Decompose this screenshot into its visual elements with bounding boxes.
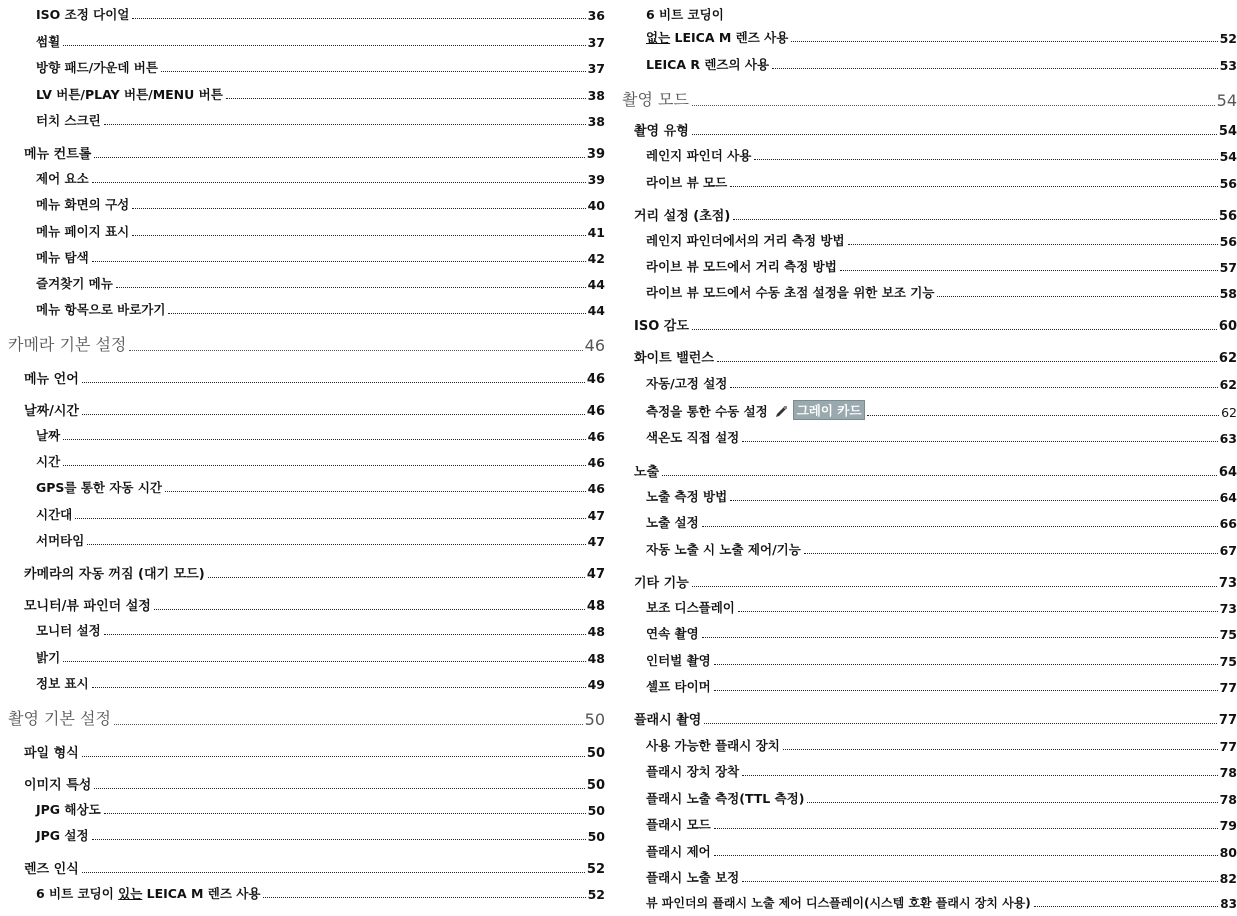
toc-entry-page: 83 (1220, 897, 1237, 911)
toc-entry-label: 메뉴 항목으로 바로가기 (36, 302, 166, 317)
toc-entry[interactable] (622, 257, 1237, 275)
toc-entry-page: 56 (1219, 234, 1237, 249)
toc-entry-label: GPS를 통한 자동 시간 (36, 480, 163, 495)
toc-entry[interactable] (0, 621, 605, 639)
toc-entry-label: 메뉴 탐색 (36, 250, 89, 265)
toc-entry[interactable] (622, 513, 1237, 531)
toc-entry-page: 52 (1219, 31, 1237, 46)
toc-entry-page: 56 (1219, 176, 1237, 191)
toc-entry[interactable] (0, 531, 605, 549)
toc-entry[interactable] (0, 563, 605, 582)
toc-entry-label: 색온도 직접 설정 (646, 430, 740, 445)
toc-entry[interactable] (622, 205, 1237, 224)
toc-entry-page: 38 (587, 114, 605, 129)
dot-leader (783, 749, 1218, 750)
toc-entry-label: 방향 패드/가운데 버튼 (36, 60, 158, 75)
toc-entry[interactable] (0, 426, 605, 444)
dot-leader (63, 465, 585, 466)
toc-entry[interactable] (622, 651, 1237, 669)
toc-entry[interactable] (622, 231, 1237, 249)
dot-leader (92, 261, 586, 262)
toc-entry[interactable] (622, 347, 1237, 366)
toc-entry-label: 메뉴 컨트롤 (24, 147, 92, 162)
toc-entry-label: LV 버튼/PLAY 버튼/MENU 버튼 (36, 87, 223, 102)
toc-entry-page: 46 (587, 481, 605, 496)
toc-entry-page: 82 (1219, 871, 1237, 886)
toc-entry-page: 50 (587, 803, 605, 818)
toc-entry-page: 78 (1219, 792, 1237, 807)
dot-leader (754, 159, 1217, 160)
toc-entry-page: 56 (1218, 209, 1237, 224)
toc-entry-label: 레인지 파인더 사용 (646, 148, 752, 163)
toc-entry[interactable] (0, 505, 605, 523)
dot-leader (840, 270, 1218, 271)
toc-entry-label: 라이브 뷰 모드에서 거리 측정 방법 (646, 259, 837, 274)
toc-entry-label: 거리 설정 (초점) (634, 209, 731, 224)
toc-entry[interactable] (622, 173, 1237, 191)
toc-entry-label: 날짜/시간 (24, 404, 79, 419)
pencil-icon (775, 406, 787, 418)
toc-entry-label: 촬영 유형 (634, 124, 689, 139)
toc-entry-page: 77 (1219, 739, 1237, 754)
dot-leader (714, 664, 1218, 665)
toc-entry[interactable] (622, 815, 1237, 833)
toc-entry-label: 메뉴 페이지 표시 (36, 224, 130, 239)
toc-entry[interactable] (622, 28, 1237, 46)
toc-entry-label (646, 28, 789, 46)
toc-entry-page: 64 (1219, 490, 1237, 505)
toc-entry-label: 연속 촬영 (646, 626, 699, 641)
toc-entry-label: 제어 요소 (36, 171, 89, 186)
toc-entry-page: 53 (1219, 58, 1237, 73)
toc-entry-page: 77 (1219, 680, 1237, 695)
label-part: 6 비트 코딩이 (36, 886, 119, 901)
dot-leader (132, 208, 585, 209)
toc-entry-label: 플래시 노출 보정 (646, 870, 740, 885)
toc-entry-label: 화이트 밸런스 (634, 351, 714, 366)
toc-entry[interactable] (622, 283, 1237, 301)
dot-leader (848, 244, 1218, 245)
toc-entry-label: 플래시 모드 (646, 817, 711, 832)
toc-entry-page: 50 (587, 829, 605, 844)
toc-entry-label: 메뉴 언어 (24, 372, 79, 387)
dot-leader (82, 414, 585, 415)
toc-chapter-label: 촬영 기본 설정 (8, 709, 111, 728)
dot-leader (116, 287, 586, 288)
dot-leader (714, 690, 1218, 691)
toc-entry-page: 57 (1219, 260, 1237, 275)
toc-entry[interactable] (0, 884, 605, 902)
toc-entry[interactable] (622, 736, 1237, 754)
toc-entry-page: 36 (587, 8, 605, 23)
toc-entry[interactable] (622, 374, 1237, 392)
toc-entry[interactable] (0, 32, 605, 50)
toc-entry-page: 46 (587, 455, 605, 470)
dot-leader (714, 855, 1218, 856)
dot-leader (704, 723, 1217, 724)
dot-leader (94, 157, 585, 158)
toc-entry-page: 49 (587, 677, 605, 692)
toc-entry[interactable] (0, 368, 605, 387)
dot-leader (161, 71, 586, 72)
toc-entry-page: 40 (587, 198, 605, 213)
toc-entry[interactable] (0, 478, 605, 496)
dot-leader (114, 724, 583, 725)
dot-leader (63, 45, 585, 46)
toc-entry-page: 47 (586, 567, 605, 582)
toc-entry[interactable] (622, 677, 1237, 695)
toc-entry-page: 39 (586, 147, 605, 162)
toc-entry-label: JPG 해상도 (36, 802, 101, 817)
dot-leader (75, 518, 585, 519)
toc-entry-label: 플래시 노출 측정(TTL 측정) (646, 791, 805, 806)
toc-entry[interactable] (622, 789, 1237, 807)
toc-entry-label: 뷰 파인더의 플래시 노출 제어 디스플레이(시스템 호환 플래시 장치 사용) (646, 896, 1031, 910)
dot-leader (807, 802, 1217, 803)
dot-leader (92, 839, 586, 840)
toc-entry-label: ISO 조정 다이얼 (36, 7, 130, 22)
toc-entry-page: 63 (1219, 431, 1237, 446)
toc-chapter[interactable] (0, 332, 605, 355)
dot-leader (82, 756, 585, 757)
toc-entry[interactable] (0, 195, 605, 213)
dot-leader (94, 788, 585, 789)
toc-entry[interactable] (622, 120, 1237, 139)
toc-entry-label: 시간 (36, 454, 61, 469)
toc-entry-page: 60 (1218, 319, 1237, 334)
toc-entry-page: 39 (587, 172, 605, 187)
dot-leader (92, 687, 586, 688)
toc-entry[interactable] (0, 300, 605, 318)
toc-entry-label: 카메라의 자동 꺼짐 (대기 모드) (24, 567, 205, 582)
toc-entry-page: 75 (1219, 627, 1237, 642)
toc-entry[interactable] (622, 894, 1237, 911)
toc-entry[interactable] (622, 598, 1237, 616)
toc-entry[interactable] (622, 400, 1237, 420)
dot-leader (154, 609, 585, 610)
toc-entry[interactable] (0, 800, 605, 818)
toc-entry-label: 렌즈 인식 (24, 862, 79, 877)
dot-leader (791, 41, 1217, 42)
dot-leader (63, 661, 585, 662)
toc-entry-label: 자동 노출 시 노출 제어/기능 (646, 542, 801, 557)
toc-chapter[interactable] (0, 706, 605, 729)
toc-entry-page: 77 (1218, 713, 1237, 728)
dot-leader (132, 235, 585, 236)
toc-entry-label: 6 비트 코딩이 (646, 7, 724, 22)
toc-entry-label: 노출 측정 방법 (646, 489, 728, 504)
toc-entry-page: 46 (586, 372, 605, 387)
toc-entry-label: 모니터 설정 (36, 623, 101, 638)
toc-entry[interactable] (0, 826, 605, 844)
underlined-word: 있는 (118, 886, 143, 901)
toc-entry-label: 노출 (634, 465, 660, 480)
dot-leader (867, 415, 1219, 416)
toc-entry[interactable] (0, 648, 605, 666)
toc-entry[interactable] (622, 572, 1237, 591)
dot-leader (702, 526, 1218, 527)
toc-chapter-label: 촬영 모드 (622, 90, 689, 109)
dot-leader (733, 219, 1217, 220)
toc-entry-page: 50 (586, 746, 605, 761)
toc-entry-page: 66 (1219, 516, 1237, 531)
toc-entry-label: 파일 형식 (24, 746, 79, 761)
toc-entry-page: 62 (1218, 351, 1237, 366)
toc-entry[interactable] (0, 222, 605, 240)
toc-entry-label: 날짜 (36, 428, 61, 443)
dot-leader (63, 439, 585, 440)
toc-entry-page: 47 (587, 508, 605, 523)
dot-leader (742, 881, 1217, 882)
toc-entry-label: 노출 설정 (646, 515, 699, 530)
toc-entry[interactable] (622, 709, 1237, 728)
toc-entry-page: 44 (587, 277, 605, 292)
toc-entry-label: 사용 가능한 플래시 장치 (646, 738, 780, 753)
toc-entry[interactable] (622, 55, 1237, 73)
toc-entry[interactable] (0, 248, 605, 266)
toc-entry[interactable] (622, 487, 1237, 505)
toc-entry[interactable] (0, 143, 605, 162)
dot-leader (742, 775, 1217, 776)
dot-leader (104, 634, 586, 635)
toc-entry-label: ISO 감도 (634, 319, 689, 334)
dot-leader (165, 491, 586, 492)
toc-entry[interactable] (622, 762, 1237, 780)
toc-entry[interactable] (622, 624, 1237, 642)
toc-entry-label: 밝기 (36, 650, 61, 665)
toc-entry-page: 48 (587, 651, 605, 666)
toc-entry-page: 47 (587, 534, 605, 549)
toc-entry-label: 자동/고정 설정 (646, 376, 728, 391)
toc-entry-label: 플래시 촬영 (634, 713, 702, 728)
toc-entry-page: 75 (1219, 654, 1237, 669)
toc-entry-label: 인터벌 촬영 (646, 653, 711, 668)
toc-entry-label: 셀프 타이머 (646, 679, 711, 694)
toc-entry-label (36, 884, 261, 902)
dot-leader (82, 382, 585, 383)
toc-entry-page: 46 (586, 404, 605, 419)
toc-entry[interactable] (0, 274, 605, 292)
dot-leader (692, 105, 1215, 106)
toc-entry-page: 62 (1221, 405, 1237, 420)
toc-entry[interactable] (0, 85, 605, 103)
dot-leader (208, 577, 585, 578)
toc-entry-label: 터치 스크린 (36, 113, 101, 128)
dot-leader (104, 124, 586, 125)
toc-entry[interactable] (0, 595, 605, 614)
toc-entry-page: 52 (587, 887, 605, 902)
toc-entry[interactable] (0, 774, 605, 793)
toc-entry[interactable] (622, 315, 1237, 334)
toc-entry-label: JPG 설정 (36, 828, 89, 843)
toc-entry[interactable] (0, 674, 605, 692)
dot-leader (730, 500, 1217, 501)
toc-entry-label: 측정을 통한 수동 설정 (646, 404, 768, 419)
toc-chapter-label: 카메라 기본 설정 (8, 335, 127, 354)
gray-card-badge: 그레이 카드 (793, 400, 866, 420)
toc-entry-label: 메뉴 화면의 구성 (36, 197, 130, 212)
dot-leader (692, 329, 1217, 330)
toc-entry[interactable] (0, 5, 605, 23)
dot-leader (738, 611, 1218, 612)
toc-entry-label: 정보 표시 (36, 676, 89, 691)
toc-entry-page: 48 (587, 624, 605, 639)
toc-entry-page: 54 (1218, 124, 1237, 139)
toc-entry-label: 플래시 장치 장착 (646, 764, 740, 779)
toc-entry-label: 모니터/뷰 파인더 설정 (24, 599, 151, 614)
toc-entry-page: 62 (1219, 377, 1237, 392)
toc-entry-page: 54 (1219, 149, 1237, 164)
toc-entry[interactable] (622, 540, 1237, 558)
toc-entry-label: LEICA R 렌즈의 사용 (646, 57, 770, 72)
toc-entry-label: 레인지 파인더에서의 거리 측정 방법 (646, 233, 845, 248)
label-part: LEICA M 렌즈 사용 (142, 886, 261, 901)
toc-entry-page: 37 (587, 35, 605, 50)
dot-leader (730, 186, 1217, 187)
toc-entry-label: 라이브 뷰 모드에서 수동 초점 설정을 위한 보조 기능 (646, 285, 935, 300)
toc-entry-label: 즐겨찾기 메뉴 (36, 276, 113, 291)
label-part: LEICA M 렌즈 사용 (670, 30, 789, 45)
dot-leader (263, 897, 585, 898)
toc-entry-page: 73 (1219, 601, 1237, 616)
underlined-word: 없는 (646, 30, 671, 45)
dot-leader (692, 586, 1217, 587)
dot-leader (168, 313, 585, 314)
toc-entry-label: 라이브 뷰 모드 (646, 175, 728, 190)
toc-chapter-page: 54 (1216, 91, 1237, 110)
dot-leader (772, 68, 1218, 69)
dot-leader (82, 872, 585, 873)
dot-leader (804, 553, 1218, 554)
toc-entry-page: 37 (587, 61, 605, 76)
dot-leader (226, 98, 586, 99)
toc-entry[interactable] (622, 842, 1237, 860)
toc-entry-label: 기타 기능 (634, 576, 689, 591)
toc-entry-page: 79 (1219, 818, 1237, 833)
dot-leader (692, 134, 1217, 135)
toc-entry-page: 42 (587, 251, 605, 266)
toc-entry[interactable] (0, 58, 605, 76)
toc-entry-page: 67 (1219, 543, 1237, 558)
toc-entry-page: 52 (586, 862, 605, 877)
toc-entry-page: 41 (587, 225, 605, 240)
dot-leader (1034, 906, 1219, 907)
dot-leader (937, 296, 1217, 297)
toc-entry[interactable] (0, 111, 605, 129)
toc-entry-page: 58 (1219, 286, 1237, 301)
toc-entry[interactable] (622, 461, 1237, 480)
toc-entry[interactable] (622, 868, 1237, 886)
toc-entry[interactable] (0, 169, 605, 187)
toc-entry-label: 썸휠 (36, 34, 61, 49)
toc-entry-line1[interactable] (622, 5, 1237, 23)
toc-entry[interactable] (0, 400, 605, 419)
toc-entry[interactable] (622, 146, 1237, 164)
dot-leader (730, 387, 1217, 388)
toc-entry[interactable] (0, 742, 605, 761)
toc-entry-page: 64 (1218, 465, 1237, 480)
toc-entry-page: 38 (587, 88, 605, 103)
toc-entry-page: 78 (1219, 765, 1237, 780)
toc-entry-label: 보조 디스플레이 (646, 600, 735, 615)
dot-leader (662, 475, 1217, 476)
dot-leader (87, 544, 585, 545)
toc-entry[interactable] (622, 428, 1237, 446)
dot-leader (742, 441, 1217, 442)
dot-leader (129, 350, 582, 351)
toc-chapter-page: 46 (584, 336, 605, 355)
toc-entry-page: 46 (587, 429, 605, 444)
toc-entry-page: 44 (587, 303, 605, 318)
dot-leader (702, 637, 1218, 638)
dot-leader (717, 361, 1217, 362)
toc-entry[interactable] (0, 858, 605, 877)
toc-entry[interactable] (0, 452, 605, 470)
toc-chapter[interactable] (622, 87, 1237, 110)
dot-leader (92, 182, 586, 183)
toc-entry-label: 서머타임 (36, 533, 85, 548)
toc-entry-page: 80 (1219, 845, 1237, 860)
toc-entry-label: 시간대 (36, 507, 73, 522)
dot-leader (714, 828, 1218, 829)
toc-entry-page: 50 (586, 778, 605, 793)
toc-entry-page: 73 (1218, 576, 1237, 591)
dot-leader (132, 18, 585, 19)
toc-entry-label: 플래시 제어 (646, 844, 711, 859)
toc-entry-label: 이미지 특성 (24, 778, 92, 793)
toc-entry-page: 48 (586, 599, 605, 614)
dot-leader (104, 813, 586, 814)
toc-chapter-page: 50 (584, 710, 605, 729)
